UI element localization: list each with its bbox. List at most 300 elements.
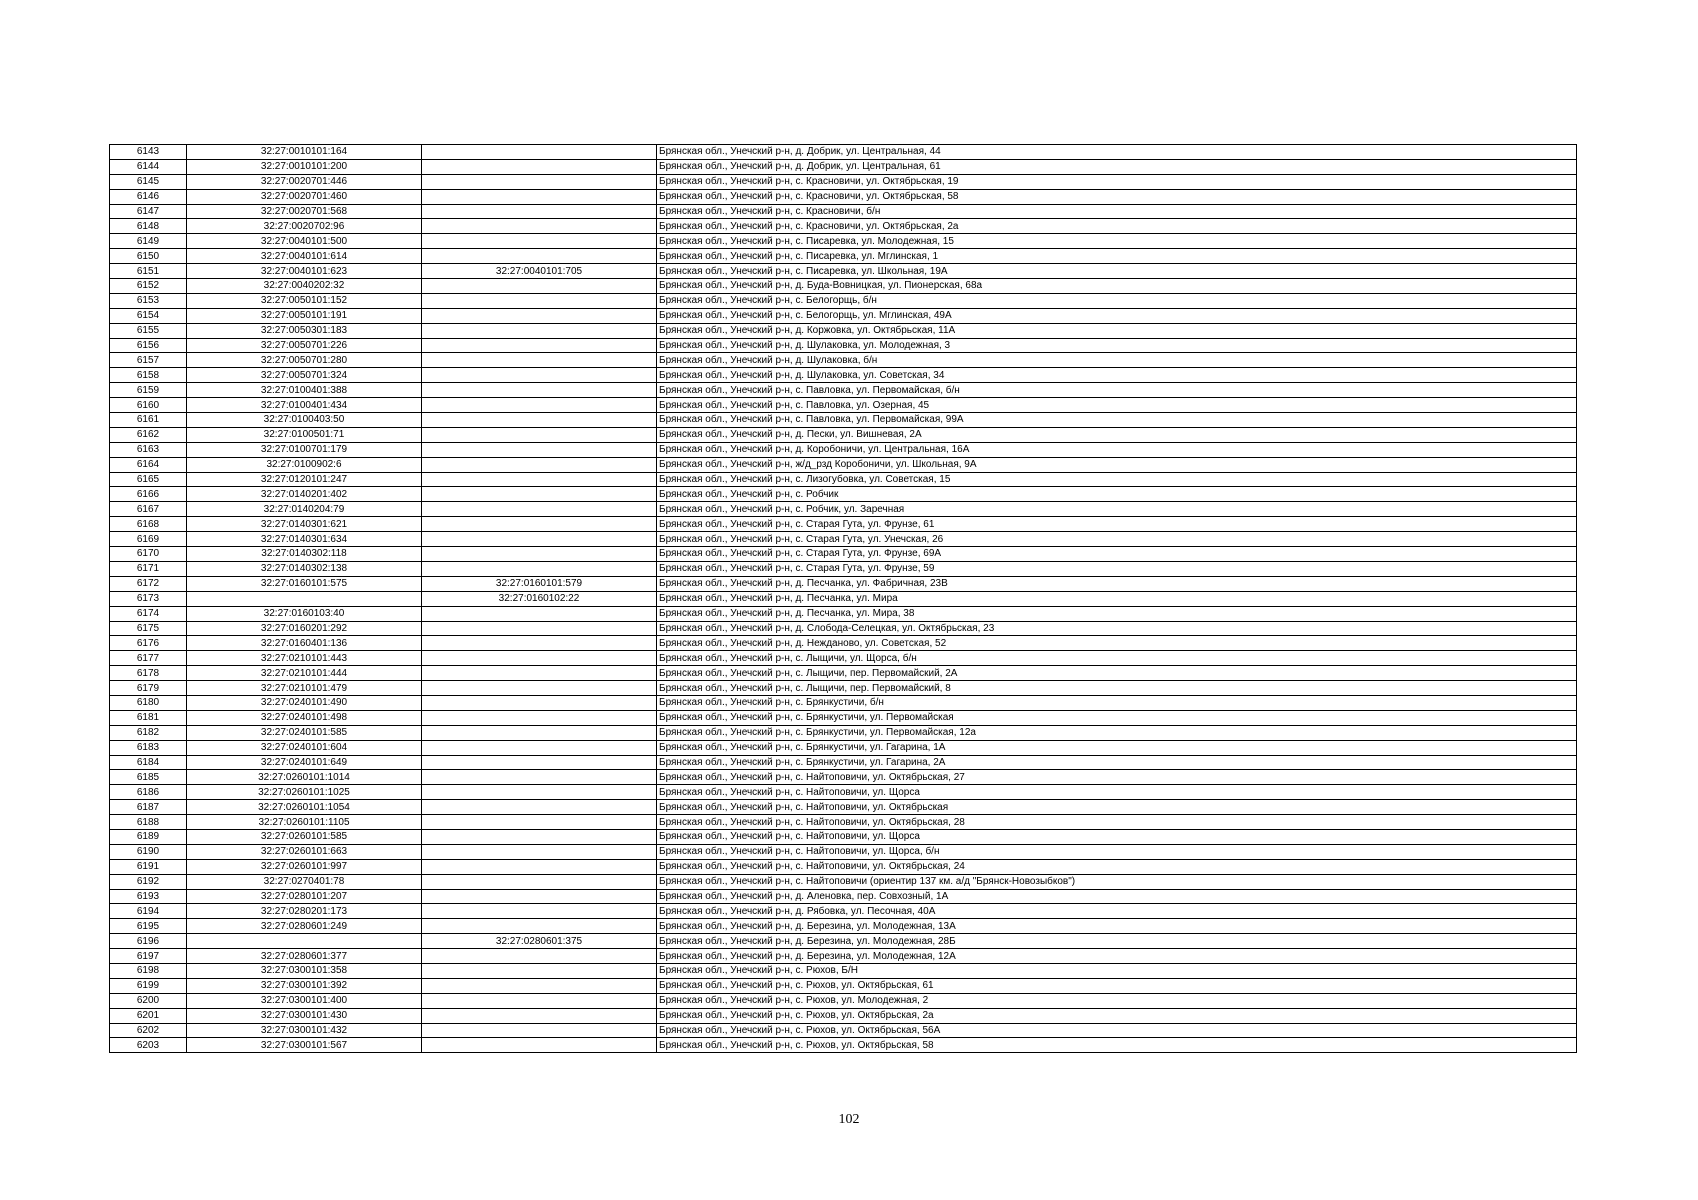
page-number: 102 <box>838 1112 860 1127</box>
secondary-cadastral-number-cell <box>422 606 657 621</box>
address-cell: Брянская обл., Унечский р-н, с. Рюхов, ул. Октябрьская, 61 <box>657 978 1577 993</box>
secondary-cadastral-number-cell <box>422 234 657 249</box>
row-number-cell: 6155 <box>110 323 187 338</box>
table-row <box>110 800 1577 815</box>
table-row <box>110 963 1577 978</box>
secondary-cadastral-number-cell <box>422 695 657 710</box>
row-number-cell: 6176 <box>110 636 187 651</box>
secondary-cadastral-number-cell <box>422 710 657 725</box>
table-row <box>110 561 1577 576</box>
row-number-cell: 6183 <box>110 740 187 755</box>
row-number-cell: 6166 <box>110 487 187 502</box>
cadastral-number-cell: 32:27:0270401:78 <box>187 874 422 889</box>
row-number-cell: 6188 <box>110 815 187 830</box>
table-row <box>110 740 1577 755</box>
table-row <box>110 457 1577 472</box>
address-cell: Брянская обл., Унечский р-н, с. Красновичи, ул. Октябрьская, 2а <box>657 219 1577 234</box>
secondary-cadastral-number-cell <box>422 487 657 502</box>
address-cell: Брянская обл., Унечский р-н, д. Коробоничи, ул. Центральная, 16А <box>657 442 1577 457</box>
table-row <box>110 725 1577 740</box>
row-number-cell: 6197 <box>110 949 187 964</box>
address-cell: Брянская обл., Унечский р-н, ж/д_рзд Коробоничи, ул. Школьная, 9А <box>657 457 1577 472</box>
table-row <box>110 264 1577 279</box>
secondary-cadastral-number-cell <box>422 517 657 532</box>
row-number-cell: 6154 <box>110 308 187 323</box>
secondary-cadastral-number-cell <box>422 308 657 323</box>
secondary-cadastral-number-cell <box>422 398 657 413</box>
row-number-cell: 6203 <box>110 1038 187 1053</box>
address-cell: Брянская обл., Унечский р-н, с. Найтоповичи (ориентир 137 км. а/д "Брянск-Новозыбков") <box>657 874 1577 889</box>
address-cell: Брянская обл., Унечский р-н, д. Добрик, ул. Центральная, 44 <box>657 145 1577 160</box>
row-number-cell: 6202 <box>110 1023 187 1038</box>
address-cell: Брянская обл., Унечский р-н, д. Березина, ул. Молодежная, 13А <box>657 919 1577 934</box>
address-cell: Брянская обл., Унечский р-н, с. Рюхов, ул. Октябрьская, 2а <box>657 1008 1577 1023</box>
cadastral-number-cell: 32:27:0050301:183 <box>187 323 422 338</box>
cadastral-number-cell: 32:27:0120101:247 <box>187 472 422 487</box>
address-cell: Брянская обл., Унечский р-н, с. Рюхов, ул. Молодежная, 2 <box>657 993 1577 1008</box>
cadastral-number-cell: 32:27:0280101:207 <box>187 889 422 904</box>
secondary-cadastral-number-cell <box>422 204 657 219</box>
secondary-cadastral-number-cell <box>422 427 657 442</box>
table-row <box>110 398 1577 413</box>
address-cell: Брянская обл., Унечский р-н, с. Писаревка, ул. Молодежная, 15 <box>657 234 1577 249</box>
table-row <box>110 651 1577 666</box>
table-row <box>110 755 1577 770</box>
secondary-cadastral-number-cell <box>422 279 657 294</box>
cadastral-number-cell: 32:27:0140302:138 <box>187 561 422 576</box>
table-row <box>110 279 1577 294</box>
table-row <box>110 621 1577 636</box>
table-row <box>110 413 1577 428</box>
table-row <box>110 874 1577 889</box>
address-cell: Брянская обл., Унечский р-н, с. Писаревка, ул. Школьная, 19А <box>657 264 1577 279</box>
secondary-cadastral-number-cell <box>422 725 657 740</box>
row-number-cell: 6162 <box>110 427 187 442</box>
address-cell: Брянская обл., Унечский р-н, с. Рюхов, ул. Октябрьская, 58 <box>657 1038 1577 1053</box>
secondary-cadastral-number-cell <box>422 368 657 383</box>
row-number-cell: 6189 <box>110 829 187 844</box>
secondary-cadastral-number-cell <box>422 219 657 234</box>
table-row <box>110 1023 1577 1038</box>
row-number-cell: 6167 <box>110 502 187 517</box>
table-row <box>110 919 1577 934</box>
cadastral-number-cell: 32:27:0100501:71 <box>187 427 422 442</box>
address-cell: Брянская обл., Унечский р-н, д. Аленовка, пер. Совхозный, 1А <box>657 889 1577 904</box>
cadastral-number-cell: 32:27:0050101:152 <box>187 293 422 308</box>
cadastral-number-cell: 32:27:0240101:649 <box>187 755 422 770</box>
row-number-cell: 6146 <box>110 189 187 204</box>
cadastral-number-cell: 32:27:0160103:40 <box>187 606 422 621</box>
cadastral-number-cell: 32:27:0020701:460 <box>187 189 422 204</box>
table-row <box>110 844 1577 859</box>
secondary-cadastral-number-cell <box>422 472 657 487</box>
secondary-cadastral-number-cell <box>422 904 657 919</box>
cadastral-number-cell <box>187 591 422 606</box>
address-cell: Брянская обл., Унечский р-н, с. Писаревка, ул. Мглинская, 1 <box>657 249 1577 264</box>
secondary-cadastral-number-cell <box>422 413 657 428</box>
row-number-cell: 6192 <box>110 874 187 889</box>
cadastral-number-cell: 32:27:0040101:614 <box>187 249 422 264</box>
registry-table-body <box>110 145 1577 1053</box>
table-row <box>110 978 1577 993</box>
table-row <box>110 189 1577 204</box>
address-cell: Брянская обл., Унечский р-н, с. Найтоповичи, ул. Щорса, б/н <box>657 844 1577 859</box>
row-number-cell: 6157 <box>110 353 187 368</box>
row-number-cell: 6150 <box>110 249 187 264</box>
address-cell: Брянская обл., Унечский р-н, с. Брянкустичи, ул. Гагарина, 1А <box>657 740 1577 755</box>
cadastral-number-cell: 32:27:0160101:575 <box>187 576 422 591</box>
cadastral-number-cell: 32:27:0300101:432 <box>187 1023 422 1038</box>
table-row <box>110 993 1577 1008</box>
secondary-cadastral-number-cell <box>422 532 657 547</box>
secondary-cadastral-number-cell <box>422 978 657 993</box>
table-row <box>110 710 1577 725</box>
table-row <box>110 442 1577 457</box>
row-number-cell: 6168 <box>110 517 187 532</box>
address-cell: Брянская обл., Унечский р-н, д. Шулаковка, ул. Советская, 34 <box>657 368 1577 383</box>
address-cell: Брянская обл., Унечский р-н, с. Брянкустичи, ул. Первомайская <box>657 710 1577 725</box>
secondary-cadastral-number-cell <box>422 383 657 398</box>
secondary-cadastral-number-cell <box>422 561 657 576</box>
table-row <box>110 353 1577 368</box>
address-cell: Брянская обл., Унечский р-н, с. Старая Гута, ул. Фрунзе, 59 <box>657 561 1577 576</box>
cadastral-number-cell: 32:27:0020701:446 <box>187 174 422 189</box>
row-number-cell: 6165 <box>110 472 187 487</box>
secondary-cadastral-number-cell: 32:27:0160101:579 <box>422 576 657 591</box>
cadastral-number-cell: 32:27:0300101:358 <box>187 963 422 978</box>
table-row <box>110 293 1577 308</box>
address-cell: Брянская обл., Унечский р-н, д. Песчанка, ул. Мира <box>657 591 1577 606</box>
cadastral-number-cell: 32:27:0140302:118 <box>187 547 422 562</box>
secondary-cadastral-number-cell <box>422 993 657 1008</box>
row-number-cell: 6159 <box>110 383 187 398</box>
row-number-cell: 6186 <box>110 785 187 800</box>
secondary-cadastral-number-cell <box>422 1038 657 1053</box>
table-row <box>110 815 1577 830</box>
row-number-cell: 6185 <box>110 770 187 785</box>
cadastral-number-cell: 32:27:0140301:634 <box>187 532 422 547</box>
table-row <box>110 234 1577 249</box>
cadastral-number-cell <box>187 934 422 949</box>
address-cell: Брянская обл., Унечский р-н, с. Павловка, ул. Первомайская, б/н <box>657 383 1577 398</box>
secondary-cadastral-number-cell <box>422 963 657 978</box>
cadastral-number-cell: 32:27:0300101:400 <box>187 993 422 1008</box>
secondary-cadastral-number-cell <box>422 323 657 338</box>
cadastral-number-cell: 32:27:0040101:500 <box>187 234 422 249</box>
table-row <box>110 576 1577 591</box>
row-number-cell: 6196 <box>110 934 187 949</box>
address-cell: Брянская обл., Унечский р-н, с. Старая Гута, ул. Фрунзе, 69А <box>657 547 1577 562</box>
secondary-cadastral-number-cell <box>422 770 657 785</box>
cadastral-number-cell: 32:27:0240101:498 <box>187 710 422 725</box>
table-row <box>110 219 1577 234</box>
address-cell: Брянская обл., Унечский р-н, с. Павловка, ул. Первомайская, 99А <box>657 413 1577 428</box>
cadastral-number-cell: 32:27:0100902:6 <box>187 457 422 472</box>
secondary-cadastral-number-cell <box>422 293 657 308</box>
row-number-cell: 6198 <box>110 963 187 978</box>
secondary-cadastral-number-cell: 32:27:0040101:705 <box>422 264 657 279</box>
address-cell: Брянская обл., Унечский р-н, д. Слобода-Селецкая, ул. Октябрьская, 23 <box>657 621 1577 636</box>
table-row <box>110 785 1577 800</box>
row-number-cell: 6187 <box>110 800 187 815</box>
cadastral-number-cell: 32:27:0050701:324 <box>187 368 422 383</box>
address-cell: Брянская обл., Унечский р-н, с. Брянкустичи, ул. Первомайская, 12а <box>657 725 1577 740</box>
secondary-cadastral-number-cell <box>422 636 657 651</box>
cadastral-number-cell: 32:27:0140201:402 <box>187 487 422 502</box>
table-row <box>110 904 1577 919</box>
table-row <box>110 829 1577 844</box>
table-row <box>110 249 1577 264</box>
row-number-cell: 6147 <box>110 204 187 219</box>
secondary-cadastral-number-cell <box>422 1008 657 1023</box>
row-number-cell: 6169 <box>110 532 187 547</box>
row-number-cell: 6153 <box>110 293 187 308</box>
row-number-cell: 6163 <box>110 442 187 457</box>
secondary-cadastral-number-cell <box>422 1023 657 1038</box>
table-row <box>110 889 1577 904</box>
table-row <box>110 1038 1577 1053</box>
row-number-cell: 6191 <box>110 859 187 874</box>
row-number-cell: 6184 <box>110 755 187 770</box>
row-number-cell: 6158 <box>110 368 187 383</box>
row-number-cell: 6200 <box>110 993 187 1008</box>
row-number-cell: 6193 <box>110 889 187 904</box>
cadastral-number-cell: 32:27:0050101:191 <box>187 308 422 323</box>
row-number-cell: 6161 <box>110 413 187 428</box>
secondary-cadastral-number-cell <box>422 442 657 457</box>
address-cell: Брянская обл., Унечский р-н, с. Брянкустичи, ул. Гагарина, 2А <box>657 755 1577 770</box>
address-cell: Брянская обл., Унечский р-н, с. Белогорщь, ул. Мглинская, 49А <box>657 308 1577 323</box>
table-row <box>110 934 1577 949</box>
secondary-cadastral-number-cell <box>422 740 657 755</box>
address-cell: Брянская обл., Унечский р-н, с. Лыщичи, пер. Первомайский, 8 <box>657 681 1577 696</box>
cadastral-number-cell: 32:27:0260101:997 <box>187 859 422 874</box>
secondary-cadastral-number-cell <box>422 547 657 562</box>
table-row <box>110 338 1577 353</box>
address-cell: Брянская обл., Унечский р-н, с. Найтоповичи, ул. Щорса <box>657 785 1577 800</box>
table-row <box>110 1008 1577 1023</box>
table-row <box>110 681 1577 696</box>
table-row <box>110 204 1577 219</box>
row-number-cell: 6156 <box>110 338 187 353</box>
table-row <box>110 368 1577 383</box>
cadastral-number-cell: 32:27:0300101:567 <box>187 1038 422 1053</box>
table-row <box>110 472 1577 487</box>
cadastral-number-cell: 32:27:0050701:280 <box>187 353 422 368</box>
cadastral-number-cell: 32:27:0280201:173 <box>187 904 422 919</box>
cadastral-number-cell: 32:27:0260101:1054 <box>187 800 422 815</box>
secondary-cadastral-number-cell <box>422 502 657 517</box>
row-number-cell: 6160 <box>110 398 187 413</box>
secondary-cadastral-number-cell <box>422 874 657 889</box>
cadastral-number-cell: 32:27:0140301:621 <box>187 517 422 532</box>
secondary-cadastral-number-cell <box>422 919 657 934</box>
cadastral-number-cell: 32:27:0010101:164 <box>187 145 422 160</box>
cadastral-number-cell: 32:27:0260101:1105 <box>187 815 422 830</box>
address-cell: Брянская обл., Унечский р-н, с. Робчик <box>657 487 1577 502</box>
address-cell: Брянская обл., Унечский р-н, д. Песчанка, ул. Фабричная, 23В <box>657 576 1577 591</box>
secondary-cadastral-number-cell <box>422 189 657 204</box>
cadastral-number-cell: 32:27:0100403:50 <box>187 413 422 428</box>
address-cell: Брянская обл., Унечский р-н, с. Найтоповичи, ул. Октябрьская, 28 <box>657 815 1577 830</box>
cadastral-number-cell: 32:27:0210101:443 <box>187 651 422 666</box>
secondary-cadastral-number-cell <box>422 800 657 815</box>
row-number-cell: 6144 <box>110 159 187 174</box>
secondary-cadastral-number-cell <box>422 457 657 472</box>
table-row <box>110 591 1577 606</box>
address-cell: Брянская обл., Унечский р-н, д. Добрик, ул. Центральная, 61 <box>657 159 1577 174</box>
table-row <box>110 532 1577 547</box>
cadastral-number-cell: 32:27:0040202:32 <box>187 279 422 294</box>
table-row <box>110 695 1577 710</box>
cadastral-number-cell: 32:27:0240101:604 <box>187 740 422 755</box>
address-cell: Брянская обл., Унечский р-н, с. Рюхов, ул. Октябрьская, 56А <box>657 1023 1577 1038</box>
address-cell: Брянская обл., Унечский р-н, с. Робчик, ул. Заречная <box>657 502 1577 517</box>
secondary-cadastral-number-cell <box>422 249 657 264</box>
cadastral-number-cell: 32:27:0100401:434 <box>187 398 422 413</box>
address-cell: Брянская обл., Унечский р-н, с. Брянкустичи, б/н <box>657 695 1577 710</box>
row-number-cell: 6194 <box>110 904 187 919</box>
secondary-cadastral-number-cell: 32:27:0280601:375 <box>422 934 657 949</box>
row-number-cell: 6181 <box>110 710 187 725</box>
address-cell: Брянская обл., Унечский р-н, с. Рюхов, Б/Н <box>657 963 1577 978</box>
secondary-cadastral-number-cell <box>422 815 657 830</box>
secondary-cadastral-number-cell <box>422 159 657 174</box>
address-cell: Брянская обл., Унечский р-н, д. Песчанка, ул. Мира, 38 <box>657 606 1577 621</box>
secondary-cadastral-number-cell <box>422 755 657 770</box>
secondary-cadastral-number-cell <box>422 174 657 189</box>
address-cell: Брянская обл., Унечский р-н, с. Найтоповичи, ул. Октябрьская, 24 <box>657 859 1577 874</box>
address-cell: Брянская обл., Унечский р-н, с. Найтоповичи, ул. Щорса <box>657 829 1577 844</box>
secondary-cadastral-number-cell <box>422 829 657 844</box>
row-number-cell: 6148 <box>110 219 187 234</box>
row-number-cell: 6199 <box>110 978 187 993</box>
address-cell: Брянская обл., Унечский р-н, д. Шулаковка, ул. Молодежная, 3 <box>657 338 1577 353</box>
cadastral-number-cell: 32:27:0210101:479 <box>187 681 422 696</box>
cadastral-number-cell: 32:27:0240101:585 <box>187 725 422 740</box>
row-number-cell: 6164 <box>110 457 187 472</box>
address-cell: Брянская обл., Унечский р-н, с. Старая Гута, ул. Унечская, 26 <box>657 532 1577 547</box>
address-cell: Брянская обл., Унечский р-н, с. Найтоповичи, ул. Октябрьская, 27 <box>657 770 1577 785</box>
address-cell: Брянская обл., Унечский р-н, д. Буда-Вовницкая, ул. Пионерская, 68а <box>657 279 1577 294</box>
address-cell: Брянская обл., Унечский р-н, д. Березина, ул. Молодежная, 12А <box>657 949 1577 964</box>
row-number-cell: 6170 <box>110 547 187 562</box>
cadastral-number-cell: 32:27:0260101:1025 <box>187 785 422 800</box>
table-row <box>110 159 1577 174</box>
table-row <box>110 383 1577 398</box>
cadastral-number-cell: 32:27:0020702:96 <box>187 219 422 234</box>
address-cell: Брянская обл., Унечский р-н, д. Нежданово, ул. Советская, 52 <box>657 636 1577 651</box>
cadastral-number-cell: 32:27:0050701:226 <box>187 338 422 353</box>
address-cell: Брянская обл., Унечский р-н, с. Красновичи, ул. Октябрьская, 19 <box>657 174 1577 189</box>
cadastral-number-cell: 32:27:0020701:568 <box>187 204 422 219</box>
cadastral-number-cell: 32:27:0210101:444 <box>187 666 422 681</box>
row-number-cell: 6175 <box>110 621 187 636</box>
address-cell: Брянская обл., Унечский р-н, с. Лизогубовка, ул. Советская, 15 <box>657 472 1577 487</box>
secondary-cadastral-number-cell <box>422 681 657 696</box>
cadastral-number-cell: 32:27:0100401:388 <box>187 383 422 398</box>
secondary-cadastral-number-cell <box>422 353 657 368</box>
table-row <box>110 547 1577 562</box>
secondary-cadastral-number-cell <box>422 844 657 859</box>
table-row <box>110 174 1577 189</box>
table-row <box>110 308 1577 323</box>
cadastral-number-cell: 32:27:0100701:179 <box>187 442 422 457</box>
secondary-cadastral-number-cell <box>422 651 657 666</box>
row-number-cell: 6177 <box>110 651 187 666</box>
table-row <box>110 636 1577 651</box>
table-row <box>110 949 1577 964</box>
secondary-cadastral-number-cell <box>422 338 657 353</box>
table-row <box>110 770 1577 785</box>
secondary-cadastral-number-cell: 32:27:0160102:22 <box>422 591 657 606</box>
cadastral-number-cell: 32:27:0280601:377 <box>187 949 422 964</box>
secondary-cadastral-number-cell <box>422 621 657 636</box>
secondary-cadastral-number-cell <box>422 859 657 874</box>
address-cell: Брянская обл., Унечский р-н, с. Лыщичи, пер. Первомайский, 2А <box>657 666 1577 681</box>
address-cell: Брянская обл., Унечский р-н, д. Коржовка, ул. Октябрьская, 11А <box>657 323 1577 338</box>
cadastral-number-cell: 32:27:0140204:79 <box>187 502 422 517</box>
table-row <box>110 502 1577 517</box>
secondary-cadastral-number-cell <box>422 785 657 800</box>
row-number-cell: 6143 <box>110 145 187 160</box>
cadastral-number-cell: 32:27:0280601:249 <box>187 919 422 934</box>
cadastral-number-cell: 32:27:0300101:392 <box>187 978 422 993</box>
table-row <box>110 666 1577 681</box>
address-cell: Брянская обл., Унечский р-н, с. Красновичи, ул. Октябрьская, 58 <box>657 189 1577 204</box>
row-number-cell: 6145 <box>110 174 187 189</box>
secondary-cadastral-number-cell <box>422 889 657 904</box>
registry-table <box>109 144 1577 1053</box>
table-row <box>110 517 1577 532</box>
table-row <box>110 487 1577 502</box>
row-number-cell: 6190 <box>110 844 187 859</box>
row-number-cell: 6179 <box>110 681 187 696</box>
address-cell: Брянская обл., Унечский р-н, с. Белогорщь, б/н <box>657 293 1577 308</box>
table-row <box>110 427 1577 442</box>
row-number-cell: 6182 <box>110 725 187 740</box>
address-cell: Брянская обл., Унечский р-н, д. Пески, ул. Вишневая, 2А <box>657 427 1577 442</box>
table-row <box>110 606 1577 621</box>
address-cell: Брянская обл., Унечский р-н, с. Красновичи, б/н <box>657 204 1577 219</box>
table-row <box>110 859 1577 874</box>
row-number-cell: 6151 <box>110 264 187 279</box>
address-cell: Брянская обл., Унечский р-н, с. Старая Гута, ул. Фрунзе, 61 <box>657 517 1577 532</box>
cadastral-number-cell: 32:27:0160401:136 <box>187 636 422 651</box>
row-number-cell: 6172 <box>110 576 187 591</box>
table-row <box>110 145 1577 160</box>
cadastral-number-cell: 32:27:0260101:1014 <box>187 770 422 785</box>
address-cell: Брянская обл., Унечский р-н, д. Рябовка, ул. Песочная, 40А <box>657 904 1577 919</box>
row-number-cell: 6195 <box>110 919 187 934</box>
cadastral-number-cell: 32:27:0010101:200 <box>187 159 422 174</box>
row-number-cell: 6152 <box>110 279 187 294</box>
secondary-cadastral-number-cell <box>422 949 657 964</box>
cadastral-number-cell: 32:27:0240101:490 <box>187 695 422 710</box>
address-cell: Брянская обл., Унечский р-н, с. Лыщичи, ул. Щорса, б/н <box>657 651 1577 666</box>
address-cell: Брянская обл., Унечский р-н, с. Найтоповичи, ул. Октябрьская <box>657 800 1577 815</box>
table-row <box>110 323 1577 338</box>
row-number-cell: 6171 <box>110 561 187 576</box>
row-number-cell: 6174 <box>110 606 187 621</box>
address-cell: Брянская обл., Унечский р-н, с. Павловка, ул. Озерная, 45 <box>657 398 1577 413</box>
cadastral-number-cell: 32:27:0160201:292 <box>187 621 422 636</box>
row-number-cell: 6173 <box>110 591 187 606</box>
cadastral-number-cell: 32:27:0260101:585 <box>187 829 422 844</box>
row-number-cell: 6180 <box>110 695 187 710</box>
secondary-cadastral-number-cell <box>422 666 657 681</box>
row-number-cell: 6178 <box>110 666 187 681</box>
